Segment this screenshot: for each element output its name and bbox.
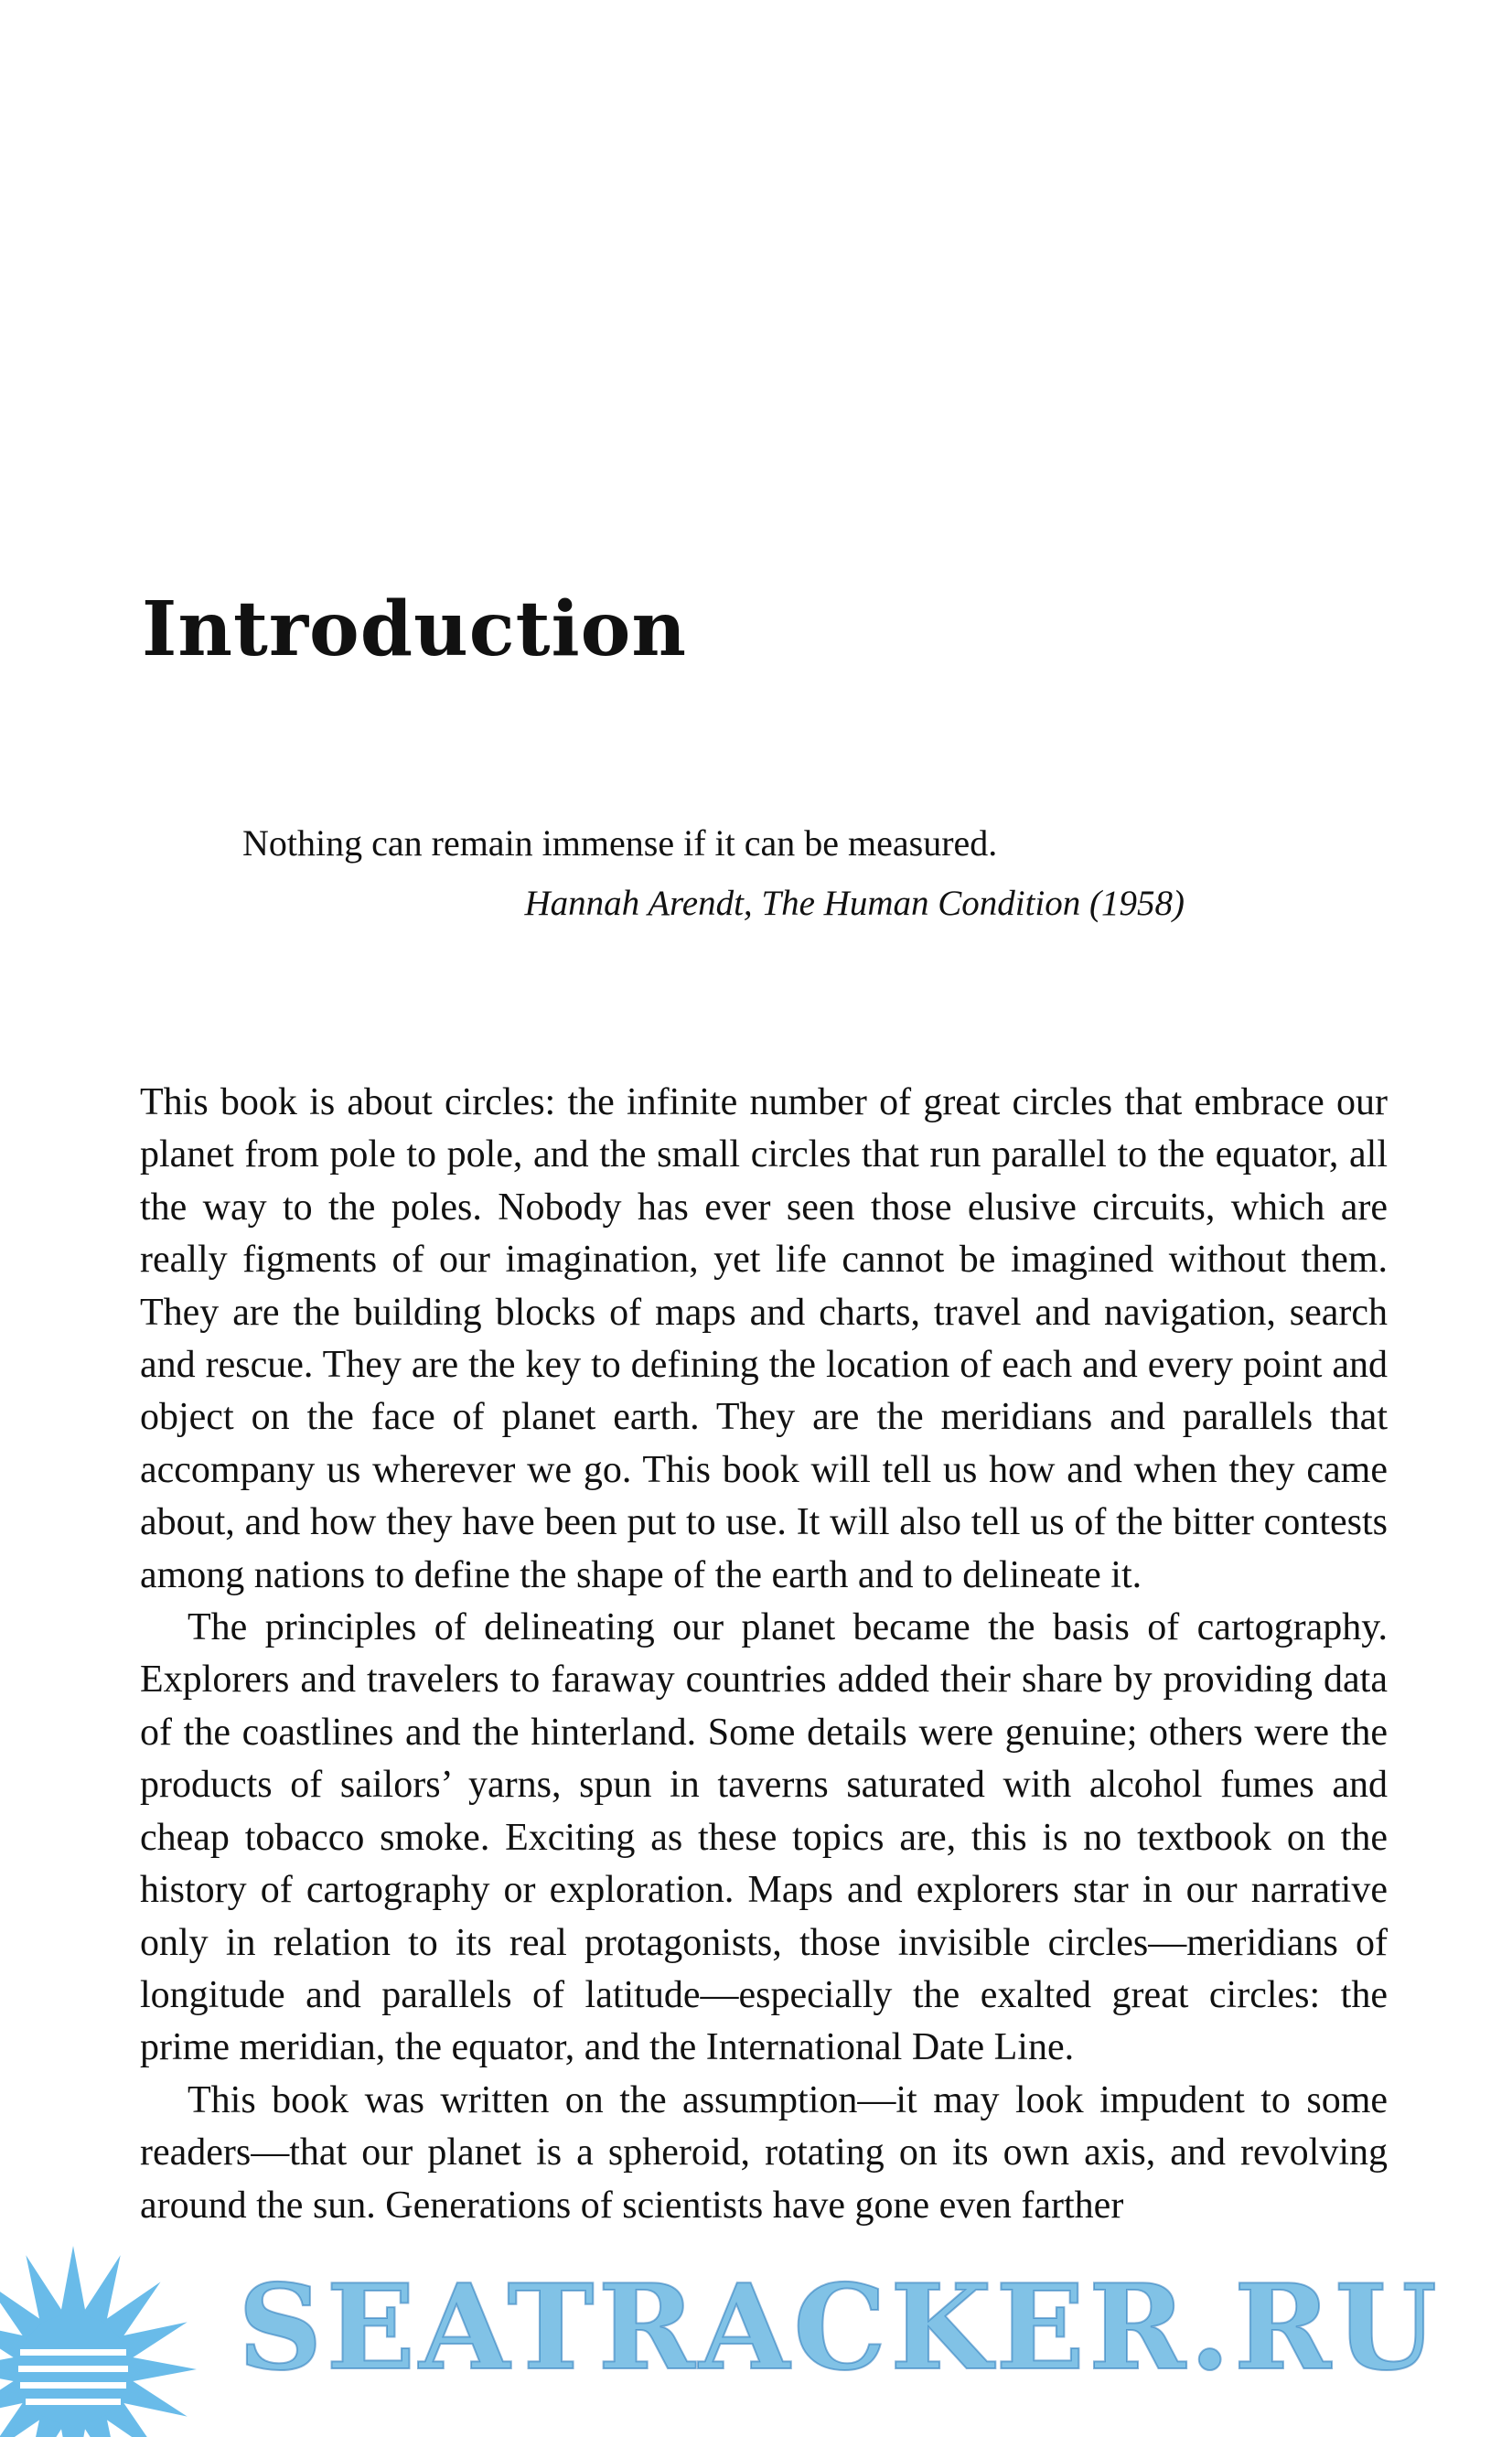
paragraph: This book is about circles: the infinite number of great circles that embrace our planet from pole to pole, and the small circles that run parallel to the equator, all the way to the poles. Nobody has ever seen those elusive circuits, which are really figments of our imagination, yet life cannot be imagined without them. They are the building blocks of maps and charts, travel and navigation, search and rescue. They are the key to defining the location of each and every point and object on the face of planet earth. They are the meridians and parallels that accompany us wherever we go. This book will tell us how and when they came about, and how they have been put to use. It will also tell us of the bitter contests among nations to define the shape of the earth and to delineate it. [140,1081,1388,1596]
watermark-text: SEATRACKER.RU [238,2260,1441,2397]
paragraph: This book was written on the assumption—it may look impudent to some readers—that our planet is a spheroid, rotating on its own axis, and revolving around the sun. Generations of scientists have gone even farther [140,2078,1388,2227]
watermark [0,2232,1512,2437]
body-text [140,1077,1388,2232]
epigraph [242,819,1185,927]
epigraph-attribution: Hannah Arendt, The Human Condition (1958) [524,884,1185,923]
paragraph: The principles of delineating our planet became the basis of cartography. Explorers and travelers to faraway countries added their share by providing data of the coastlines and the hinterland. Some details were genuine; others were the products of sailors’ yarns, spun in taverns saturated with alcohol fumes and cheap tobacco smoke. Exciting as these topics are, this is no textbook on the history of cartography or exploration. Maps and explorers star in our narrative only in relation to its real protagonists, those invisible circles—meridians of longitude and parallels of latitude—especially the exalted great circles: the prime meridian, the equator, and the International Date Line. [140,1606,1388,2069]
epigraph-quote: Nothing can remain immense if it can be measured. [242,822,998,864]
sun-burst-icon [0,2232,229,2437]
chapter-title: Introduction [142,585,687,673]
